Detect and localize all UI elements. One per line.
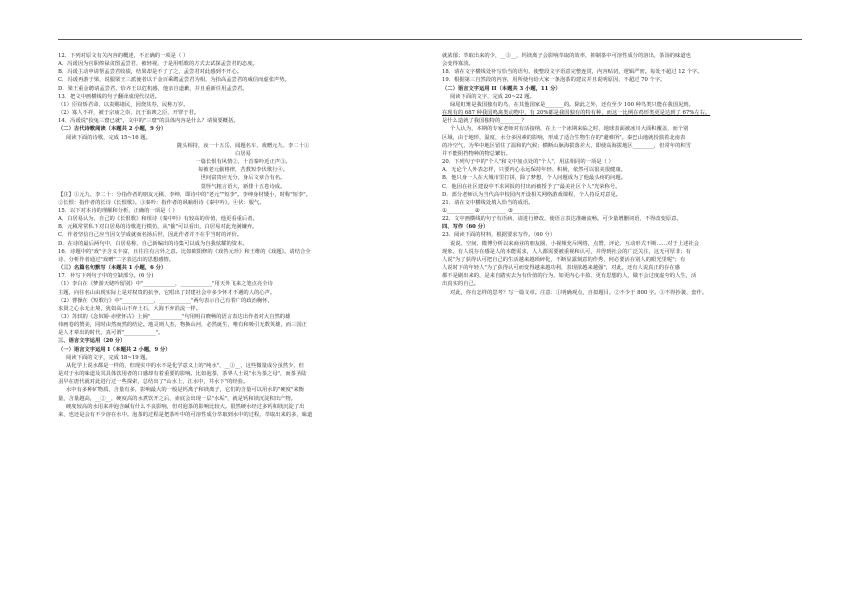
- text-line: 21．请在文中横线处填入恰当的成语。: [442, 199, 534, 206]
- text-line: 来，也还是会有不少溶在水中。泡茶的过程是把茶叶中的可溶性成分萃取到水中的过程，萃取出来的多，味道: [58, 411, 313, 418]
- text-line: （1）臣窃矫君命，以责赐诸民，因烧其券，民称万岁。: [58, 101, 189, 108]
- text-line: 17．补写下列句子中的空缺部分。(6 分): [58, 273, 154, 280]
- text-line: 阅读下面的文字，完成 18~19 题。: [66, 354, 151, 361]
- text-line: 18．请在文字横线处补写恰当的语句，使整段文字语意完整连贯，内容贴切，逻辑严密。每处不超过 12 个字。: [442, 69, 703, 76]
- text-line: 阅读下面的文字，完成 20~22 题。: [450, 93, 535, 100]
- section-heading: 三、语言文字运用（20 分）: [58, 338, 126, 345]
- text-line: （3）苏轼的《念奴娇·赤壁怀古》上阕"____________"句用明白晓畅的语言表达出作者对大自然的雄: [58, 314, 291, 320]
- text-line: 水中有多种矿物质，含量有多，影响最大的一般是钙离子和镁离子，它们的含量可以用水的"硬度"来衡: [66, 387, 304, 394]
- text-line: 在现有的 687 种我国鸣禽类动物中，有 20%都是我国独有的特有种，而这一比例在鸡形类更是达到了 67%左右。: [442, 110, 711, 117]
- text-line: 陇头相持，夜一十五岳，闻题名车，戏赠元九、李二十①: [176, 142, 310, 149]
- text-line: 对此，你有怎样的思考？写一篇文章。注意：①明确观点，自拟题目。②不少于 800 字。③不得抄袭、套作。: [450, 289, 708, 296]
- left-column: [58, 52, 428, 419]
- section-heading: （三）名篇名句默写（本题共 1 小题，6 分）: [58, 265, 167, 272]
- text-line: A．白居易认为，自己的《长恨歌》和组诗《秦中吟》有较高的价值，他更看重后者。: [58, 216, 258, 223]
- text-line: （2）曹操在《短歌行》中"____________，____________"两句表示自己有着广的政治胸怀，: [58, 297, 273, 304]
- text-line: 一篇长恨有风情②，十首秦吟近正声③。: [195, 159, 291, 166]
- text-line: C．他因在社区建设中不求回报的付出而被授予了"最美社区个人"光荣称号。: [442, 183, 621, 190]
- header-rule: [58, 39, 802, 40]
- section-heading: （一）语言文字运用 I（本题共 2 小题，9 分）: [58, 346, 171, 353]
- text-line: A．冯谖因为官职俸禄贪图孟尝君，被轻视，于是用唱歌的方式去试探孟尝君的态度。: [58, 61, 258, 68]
- section-heading: （二）古代诗歌阅读（本题共 2 小题，9 分）: [58, 126, 167, 133]
- text-line: 会变得寡淡。: [442, 61, 474, 68]
- text-line: 白居易: [235, 150, 251, 157]
- right-column: [442, 52, 804, 297]
- text-line: 诗，分析作者通过"戏赠"二字表达出的思想感情。: [58, 256, 175, 263]
- text-line: 人说时下的年轻人"为了获得认可而变得越来越功利，表现欲越来越强"，对此，还有人说真正的存在感: [442, 265, 680, 272]
- text-line: ①__________ ②__________ ③__________: [442, 207, 540, 214]
- text-line: D．在诗的最后两句中，白居易称，自己新编出的诗集可以成为自我炫耀的资本。: [58, 240, 248, 247]
- text-line: D．部分老师认为当代高中校园内开设相关网络游戏课程，个人持反对意见。: [442, 191, 622, 198]
- text-line: A．无论个人外表怎样，只要内心永远保持年轻、积极，依然可以很美很健康。: [442, 167, 626, 174]
- text-line: 每被老元偷格律，苦教短李伏歌行④。: [197, 167, 289, 174]
- text-line: ②长恨：指作者的长诗《长恨歌》。③秦吟：指作者的讽喻组诗《秦中吟》。④伏：服气。: [58, 199, 265, 206]
- text-line: 13．把文中画横线的句子翻译成现代汉语。: [58, 93, 161, 100]
- text-line: 20．下列句子中的"个人"和文中加点处的"个人"，用法相同的一项是（ ）: [442, 159, 614, 166]
- text-line: 是人才辈出的时代，真可谓"____________"。: [58, 330, 164, 337]
- text-line: 区域，由于地形，温度，水分多因素的影响，形成了适合生物生存的"避难所"。秦巴山地就扮演着北南表: [442, 134, 686, 141]
- text-line: C．作者坚信自己应当因文学成就而名扬后世，因此作者并不在乎当时的评价。: [58, 232, 243, 239]
- text-line: 现象，有人说存在感是人的本能需求，人人都需要被重视和认可，并得到社会的广泛关注，这无可厚非；有: [442, 248, 691, 255]
- text-line: 出真实的自己。: [442, 281, 480, 288]
- text-line: 伟画卷的赞美，同时由然而然的结论。地灵则人杰，物换山河，必然诞生，唯有和吸引无数英雄，而三国正: [58, 322, 307, 329]
- text-line: 从化学上说水都是一样的，但现实中的水不是化学意义上的"纯水"，__①__，这些微量成分虽然少，但: [66, 362, 304, 369]
- text-line: 22．文中画横线的句子有语病，请进行修改，使语言表达准确流畅。可少量增删词语，不得改变原意。: [442, 216, 682, 223]
- text-line: 就浓郁；萃取出来的少，__③__，钙镁离子会影响萃取的效率，抑制茶中可溶性成分的溶出，茶汤的味道也: [442, 53, 691, 59]
- text-line: 世间富贵应无分，身后文章合有名。: [200, 175, 286, 182]
- text-line: 绿尾虹雉是我国独有的鸟，在其他国家是_______的。除此之外，还有至少 100 种鸟类只能在我国见到。: [450, 101, 694, 108]
- text-line: 并不能阻挡物种的物总繁衍。: [442, 150, 511, 157]
- text-line: 【注】①元九、李二十：分指作者的朋友元稹、李绅，即诗中的"老元""短李"。李绅身材矮小，时称"短李"。: [58, 191, 311, 198]
- text-line: 硬度较高的水用来冲泡含碱有什么不良影响，但对泡茶的影响比较大。很然硬水经过多钙和镁沉淀了出: [66, 403, 305, 410]
- text-line: 16．诗题中的"戏"字含义丰富，且往往有言外之意。比如欧阳修的《戏答元珍》和王维的《戏题》。请结合全: [58, 248, 311, 255]
- text-line: 阅读下面的诗歌，完成 15~16 题。: [66, 134, 151, 141]
- text-line: 是什么造就了我国独特的________？: [442, 118, 527, 125]
- text-line: B．元稹常常私下对白居易的诗歌进行模仿，从"偷"可以看出，白居易对此充满嫌弃。: [58, 224, 258, 231]
- section-heading: 四、写作（60 分）: [442, 224, 489, 231]
- text-line: 12．下列对原文有关内容的概述，不正确的一项是（ ）: [58, 53, 189, 59]
- text-line: 19．根据第三自然段的内容，用所使句给大家一条泡茶的建议并且说明原因，不超过 70 个字。: [442, 77, 666, 84]
- text-line: 量，含量越高，__②__，硬度高的水煮饮开之后，壶底会出现一层"水垢"，就是钙和镁沉淀积出产物。: [58, 395, 296, 402]
- text-line: D．梁王重金聘请孟尝君，恰齐王以危机感，他亲自道歉，并且重新任用孟尝君。: [58, 85, 248, 92]
- text-line: 23．阅读下面的材料，根据要求写作。（60 分）: [442, 232, 556, 239]
- text-line: 说说、空间、微博分析以来商业的朋友圈，小视频充斥网络，点赞、评论、互动形式不断……对于上述社会: [450, 240, 699, 247]
- text-line: 都不是刷出来的，是来自踏实去为有价值的行为，如更内心丰盈、更有思想的人，做不会过度虚夸的人生，活: [442, 273, 697, 280]
- text-line: 人说"为了获得认可把自己的生活越来越琐碎化，不断显露刻意的作秀，何必要活在别人的眼光里呢"；有: [442, 256, 686, 263]
- text-line: 14．冯谖说"狡兔三窟已就"，文中的"三窟"的具体内容是什么？请简要概括。: [58, 118, 239, 125]
- text-line: B．冯谖主动申请帮孟尝君收债，结果却是不了了之，孟尝君对此感到不开心。: [58, 69, 242, 76]
- text-line: 莫怪气粗言语大，新排十五卷诗成。: [200, 183, 286, 190]
- text-line: 主题，向往名山由现实际上是对权贵的抗争，它唱出了封建社会中多少怀才不遇的人的心声。: [58, 289, 276, 296]
- text-line: 是对于水的味道及其具体饮用者的口感却有着重要的影响。比如泡茶，茶界人士说"水为茶之母"，而茶圣陆: [58, 371, 307, 378]
- text-line: 羽早在唐代就对此进行过一些探索，总结出了"山水上，江水中，井水下"的经验。: [58, 379, 249, 386]
- text-line: C．冯谖再游于梁，说服梁王三派使者以千金百乘聘孟尝君为相，为抬高孟尝君的威信而虚张声势。: [58, 77, 290, 84]
- text-line: 15．以下对本诗的理解和分析，正确的一项是（ ）: [58, 207, 178, 214]
- text-line: 的冷空气，为华中地区留住了温和的气候；横断山脉海拔落差大，即使高海拔地区________，但常年的积雪: [442, 142, 691, 149]
- text-line: （1）李白在《梦游天姥吟留别》中"____________，____________"用天外飞来之笔点亮全诗: [58, 281, 273, 288]
- text-line: 求贤之心永无止境，犹如高山不弃土石，大海不弃涓流一样。: [58, 305, 202, 312]
- text-line: B．他只身一人在大城市里打拼，除了梦想，个人问题成为了他最头疼的问题。: [442, 175, 626, 182]
- text-line: 个人认为，本期的专家老师对有活接纳，在上一个冰期来临之时，地球表面被冰川大面积覆盖，而个别: [450, 126, 689, 133]
- text-line: （2）寡人不祥，被于宗庙之祟，沉于谄谀之臣，开罪于君。: [58, 110, 200, 117]
- section-heading: （二）语言文字运用 II（本题共 3 小题，11 分）: [442, 85, 561, 92]
